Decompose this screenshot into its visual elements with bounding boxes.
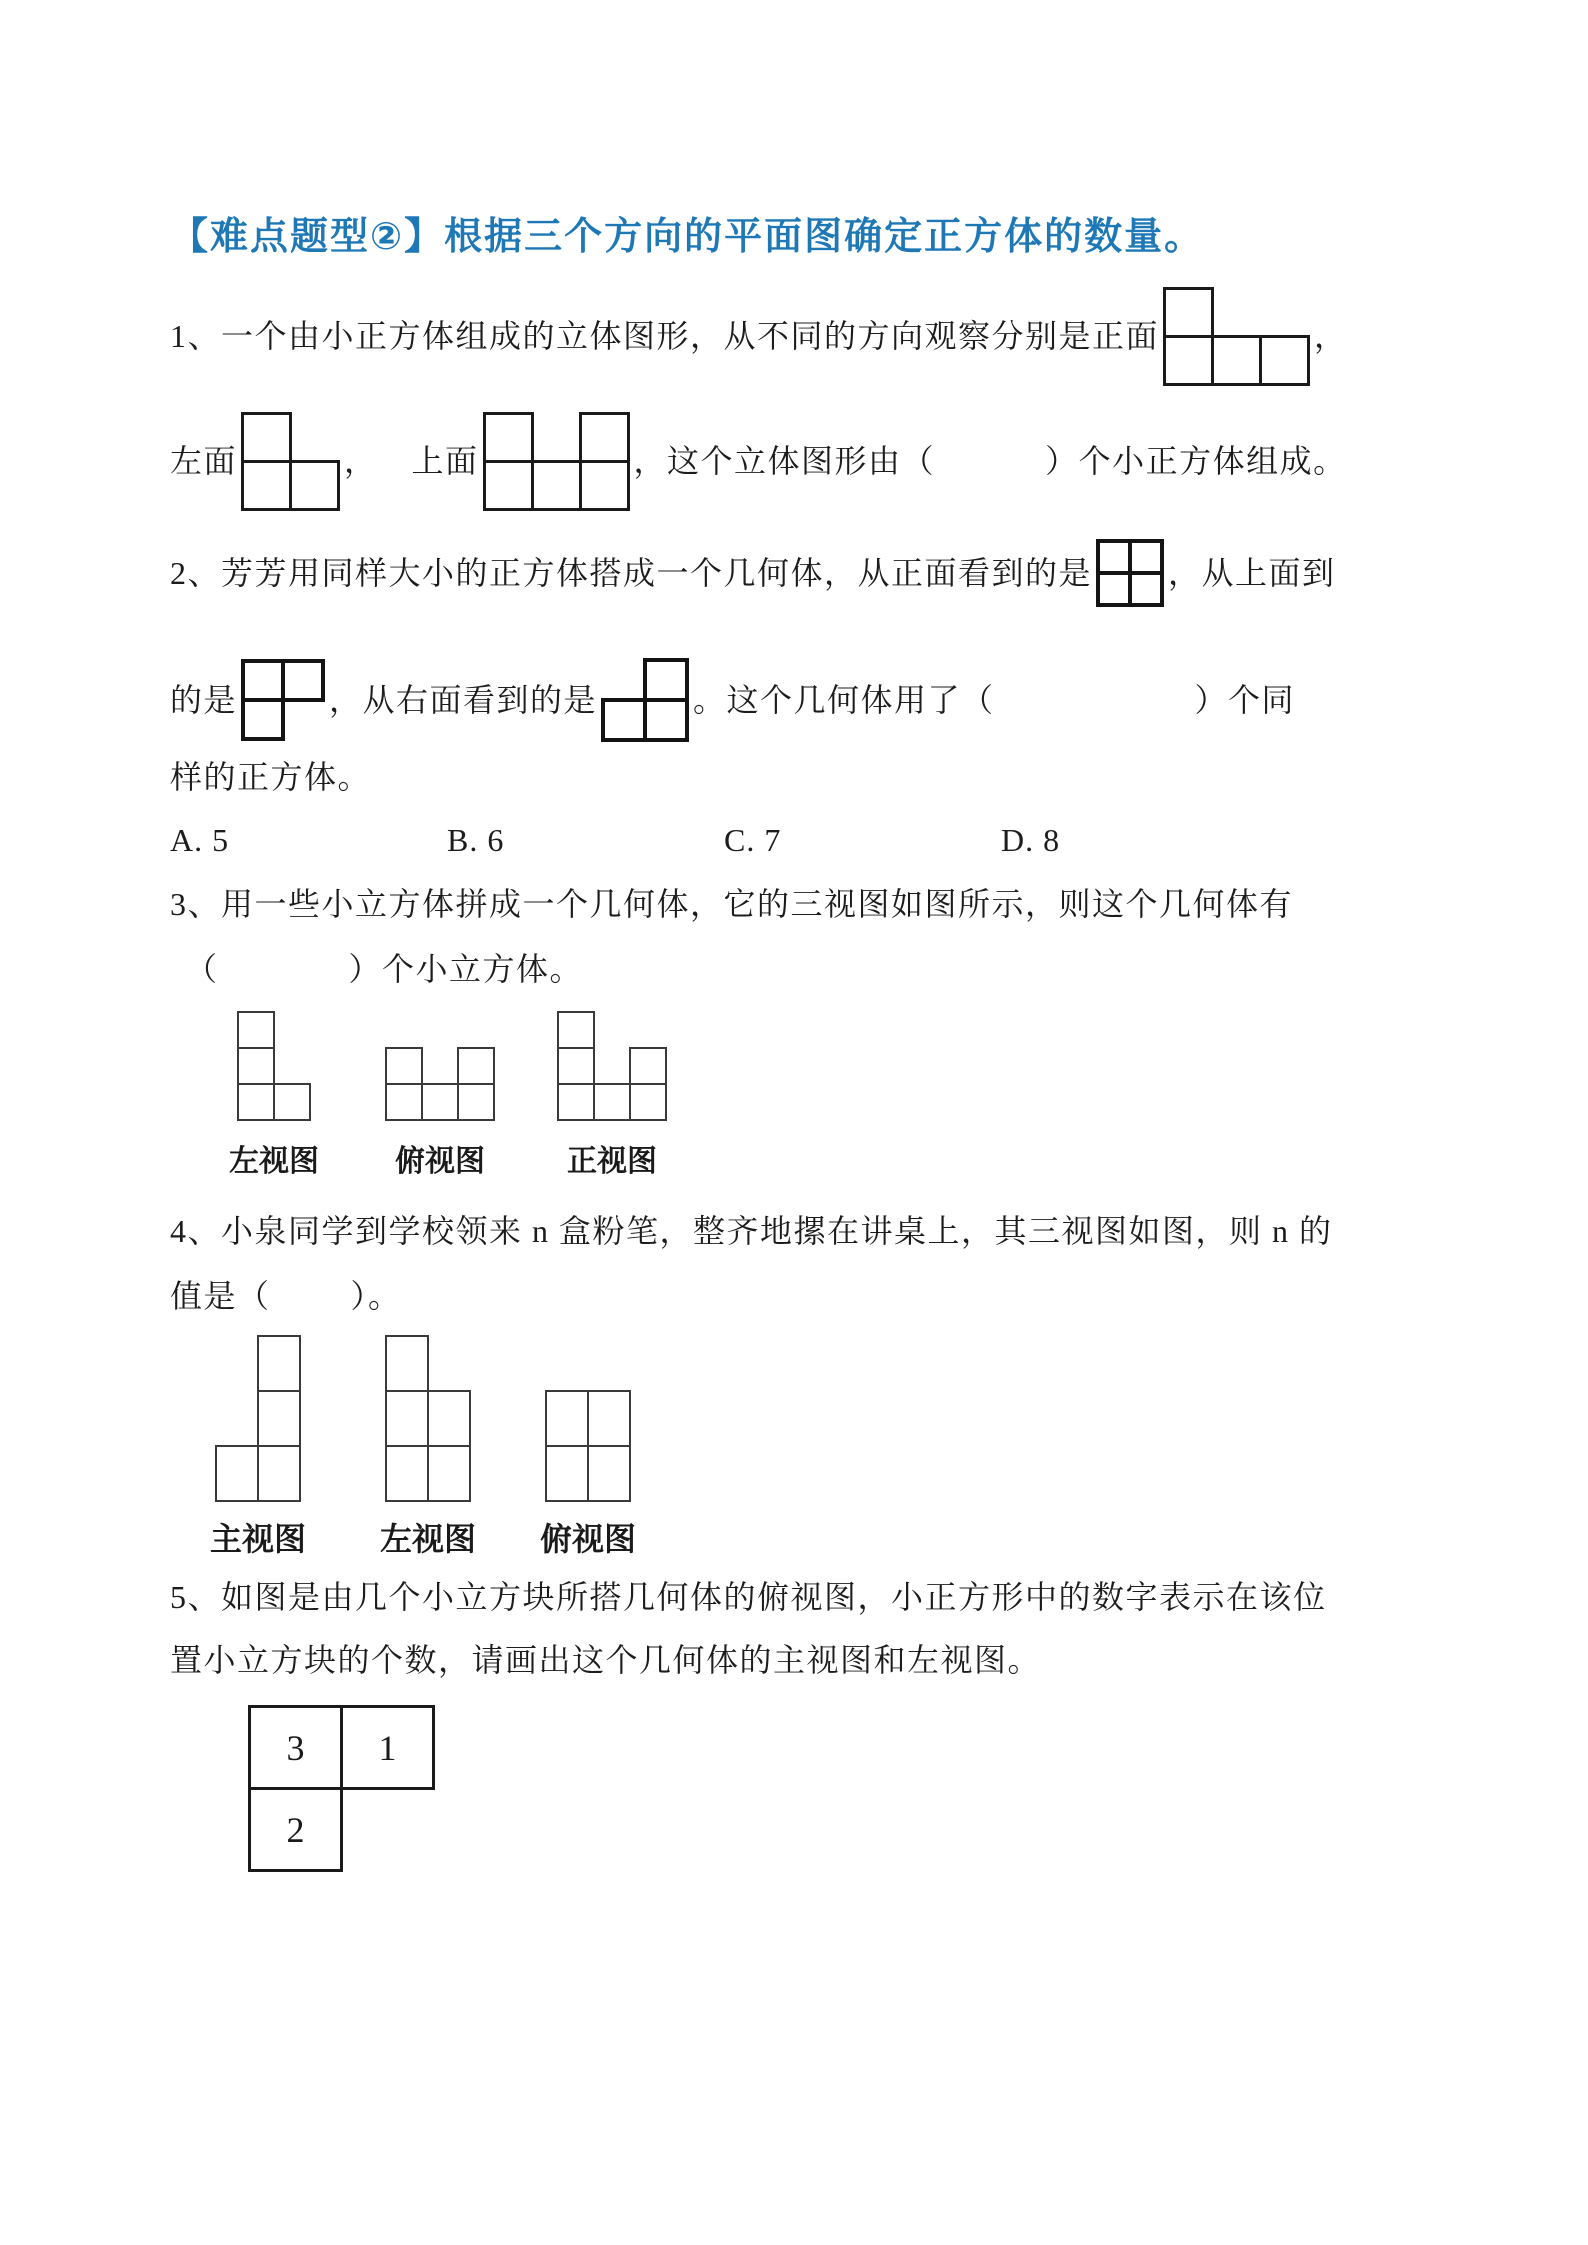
q2-line2-a: 的是	[170, 681, 238, 718]
q2-line2-b: ，从右面看到的是	[329, 681, 598, 718]
q5-line2-text: 置小立方块的个数，请画出这个几何体的主视图和左视图。	[170, 1642, 1042, 1678]
figure-cell	[629, 1083, 667, 1121]
q4-answer-blank	[271, 1296, 351, 1297]
q3-answer-blank	[219, 969, 349, 970]
figure-cell	[1211, 335, 1262, 386]
figure-cell	[241, 412, 292, 463]
question-5-text: 5、如图是由几个小立方块所搭几何体的俯视图，小正方形中的数字表示在该位	[170, 1579, 1327, 1615]
figure-cell	[281, 659, 325, 702]
figure-cell	[579, 412, 630, 463]
figure-cell	[385, 1335, 429, 1392]
option-a: A. 5	[170, 822, 230, 858]
q4-main-view-figure	[215, 1335, 301, 1502]
figure-cell	[1096, 539, 1132, 575]
question-4-line-2	[170, 1277, 402, 1315]
figure-cell	[427, 1445, 471, 1502]
figure-cell	[273, 1083, 311, 1121]
figure-cell: 1	[340, 1705, 435, 1790]
figure-cell	[1259, 335, 1310, 386]
q4-left-view-label: 左视图	[379, 1521, 476, 1557]
figure-cell	[289, 460, 340, 511]
q4-top-view-figure	[545, 1390, 631, 1502]
q3-top-view-figure	[385, 1047, 495, 1121]
q1-comma: ，	[1314, 318, 1348, 355]
figure-cell	[557, 1083, 595, 1121]
figure-cell	[557, 1011, 595, 1049]
q2-top-view-figure	[241, 659, 325, 741]
question-3-line-2	[185, 950, 583, 988]
option-d: D. 8	[1001, 822, 1061, 858]
question-5-line-2	[170, 1641, 1041, 1679]
figure-cell	[241, 659, 285, 702]
figure-cell	[257, 1390, 301, 1447]
figure-cell	[545, 1445, 589, 1502]
figure-cell	[1163, 287, 1214, 338]
question-3-line-1	[170, 885, 1293, 923]
question-4-line-1	[170, 1212, 1333, 1250]
question-2-line-1	[170, 537, 1336, 609]
figure-cell	[643, 698, 689, 742]
figure-cell	[557, 1047, 595, 1085]
figure-cell	[241, 698, 285, 741]
figure-cell: 2	[248, 1787, 343, 1872]
option-c: C. 7	[724, 822, 782, 858]
figure-cell	[1096, 571, 1132, 607]
figure-cell	[421, 1083, 459, 1121]
q1-tail-close: ）个小正方体组成。	[1045, 443, 1347, 480]
q5-numbered-top-view-figure	[248, 1705, 435, 1872]
figure-cell	[545, 1390, 589, 1447]
q3-paren-close: ）个小立方体。	[348, 951, 584, 987]
figure-cell	[237, 1083, 275, 1121]
figure-cell	[257, 1335, 301, 1392]
q3-top-view-label: 俯视图	[395, 1145, 485, 1178]
figure-cell	[1163, 335, 1214, 386]
figure-cell	[237, 1011, 275, 1049]
figure-cell	[385, 1390, 429, 1447]
question-1-line-1	[170, 287, 1348, 386]
q3-left-view-figure	[237, 1011, 311, 1121]
figure-cell	[1128, 571, 1164, 607]
figure-cell	[241, 460, 292, 511]
q2-line2-c: 。这个几何体用了（	[693, 681, 995, 718]
q1-mid-comma: ，	[344, 443, 378, 480]
figure-cell	[587, 1390, 631, 1447]
q1-answer-blank	[935, 461, 1045, 462]
figure-cell	[257, 1445, 301, 1502]
q3-front-view-label: 正视图	[567, 1145, 657, 1178]
q1-top-view-figure	[483, 412, 630, 511]
q1-word-gap	[378, 461, 412, 462]
q1-left-face-label: 左面	[170, 443, 238, 480]
q4-left-view-figure	[385, 1335, 471, 1502]
q3-paren-open: （	[185, 951, 219, 987]
q2-right-view-figure	[601, 658, 689, 742]
figure-cell	[587, 1445, 631, 1502]
figure-cell	[593, 1083, 631, 1121]
figure-cell	[385, 1445, 429, 1502]
figure-cell	[629, 1047, 667, 1085]
q4-top-view-label: 俯视图	[539, 1521, 636, 1557]
figure-cell	[457, 1083, 495, 1121]
figure-cell	[1128, 539, 1164, 575]
q4-main-view-label: 主视图	[209, 1521, 306, 1557]
q4-paren-open: 值是（	[170, 1278, 271, 1314]
option-b: B. 6	[447, 822, 505, 858]
figure-cell	[643, 658, 689, 702]
figure-cell: 3	[248, 1705, 343, 1790]
figure-cell	[385, 1047, 423, 1085]
figure-cell	[601, 698, 647, 742]
figure-cell	[483, 460, 534, 511]
q2-line3-text: 样的正方体。	[170, 759, 372, 795]
q2-answer-blank	[995, 700, 1195, 701]
worksheet-title	[170, 205, 1204, 260]
q4-paren-close: ）。	[350, 1278, 402, 1314]
question-2-line-3	[170, 758, 371, 796]
figure-cell	[483, 412, 534, 463]
figure-cell	[457, 1047, 495, 1085]
figure-cell	[427, 1390, 471, 1447]
question-1-line-2	[170, 412, 1347, 511]
question-2-text: 2、芳芳用同样大小的正方体搭成一个几何体，从正面看到的是	[170, 554, 1093, 591]
figure-cell	[579, 460, 630, 511]
question-3-text: 3、用一些小立方体拼成一个几何体，它的三视图如图所示，则这个几何体有	[170, 886, 1294, 922]
q1-left-view-figure	[241, 412, 340, 511]
q1-tail-open: ，这个立体图形由（	[633, 443, 936, 480]
question-4-text: 4、小泉同学到学校领来 n 盒粉笔，整齐地摞在讲桌上，其三视图如图，则 n 的	[170, 1213, 1333, 1249]
q1-front-view-figure	[1163, 287, 1310, 386]
question-5-line-1	[170, 1578, 1327, 1616]
figure-cell	[385, 1083, 423, 1121]
q2-line2-d: ）个同	[1194, 681, 1296, 718]
q1-top-face-label: 上面	[411, 443, 479, 480]
figure-cell	[215, 1445, 259, 1502]
q2-options-row	[170, 822, 1278, 859]
question-2-line-2	[170, 656, 1295, 744]
q2-line1-tail: ，从上面到	[1168, 554, 1336, 591]
question-1-text: 1、一个由小正方体组成的立体图形，从不同的方向观察分别是正面	[170, 318, 1160, 355]
q3-front-view-figure	[557, 1011, 667, 1121]
q3-left-view-label: 左视图	[229, 1145, 319, 1178]
worksheet-title-text: 【难点题型②】根据三个方向的平面图确定正方体的数量。	[170, 216, 1205, 258]
figure-cell	[237, 1047, 275, 1085]
q2-front-view-figure	[1096, 539, 1164, 607]
figure-cell	[531, 460, 582, 511]
